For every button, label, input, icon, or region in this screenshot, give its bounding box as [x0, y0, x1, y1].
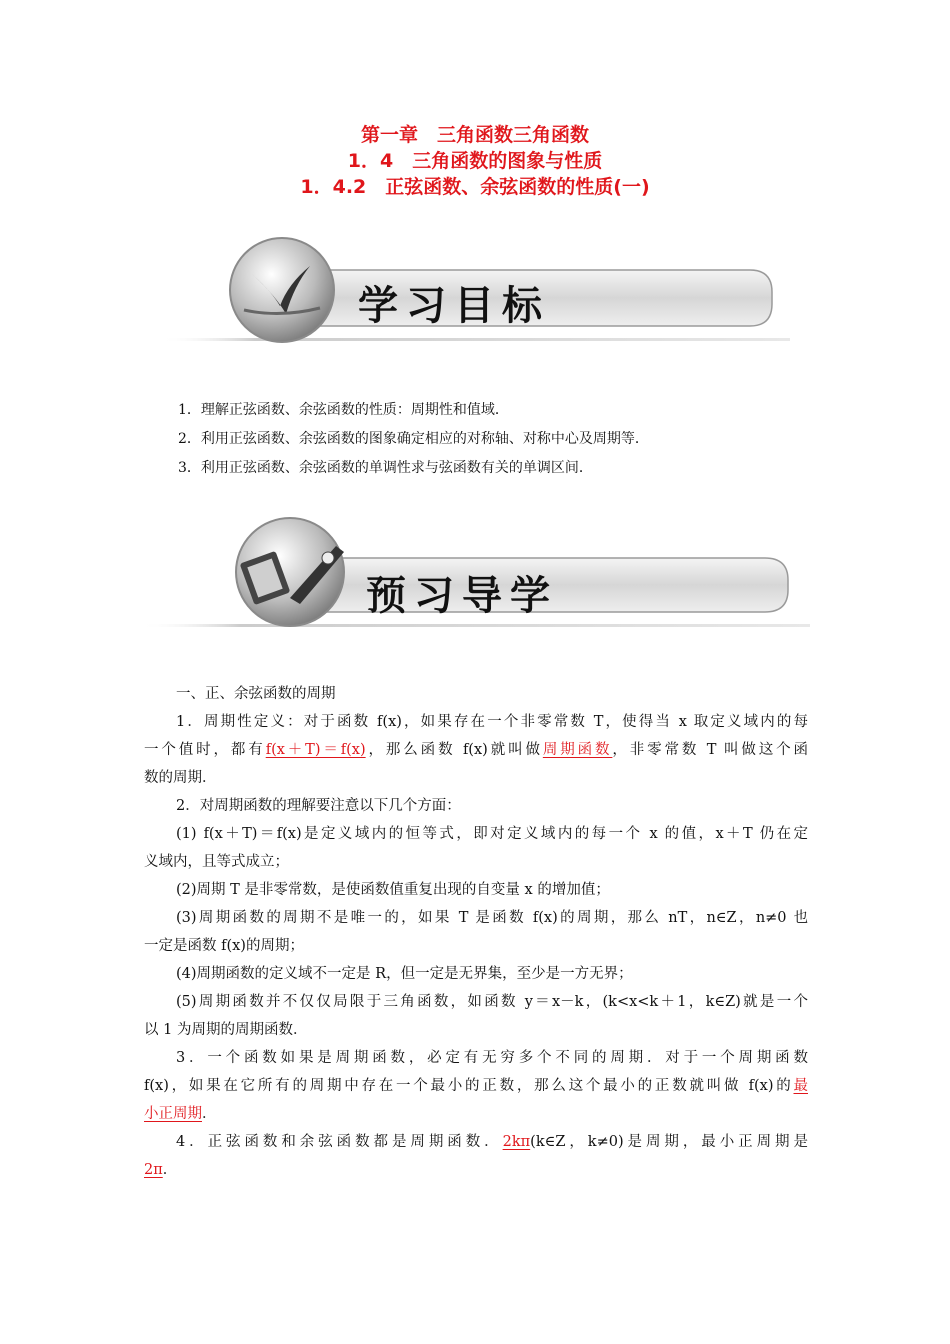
answer-blank: 周期函数: [542, 742, 613, 758]
objectives-list: [178, 396, 649, 483]
paragraph-line: [144, 1100, 217, 1128]
answer-blank: 最: [793, 1078, 808, 1094]
section-heading: 一、正、余弦函数的周期: [176, 686, 336, 702]
paragraph-line: 义域内，且等式成立；: [144, 854, 289, 870]
learning-objectives-banner: [160, 222, 790, 346]
text-span: ，那么函数 f(x)就叫做: [365, 742, 543, 758]
answer-blank: 2π: [144, 1162, 163, 1178]
paragraph-line: 数的周期．: [144, 770, 217, 786]
subsection-title: 1．4.2 正弦函数、余弦函数的性质(一): [300, 176, 650, 198]
paragraph-line: [144, 1072, 808, 1100]
answer-blank: f(x＋T)＝f(x): [265, 742, 366, 758]
answer-blank: 2kπ: [502, 1134, 531, 1150]
objective-item: 3．利用正弦函数、余弦函数的单调性求与弦函数有关的单调区间．: [178, 460, 593, 476]
banner-label: 学习目标: [358, 282, 550, 329]
text-span: ．: [162, 1162, 178, 1178]
paragraph-line: [176, 1128, 808, 1156]
text-span: ．: [202, 1106, 217, 1122]
section-title: 1．4 三角函数的图象与性质: [347, 150, 603, 172]
text-span: 4．正弦函数和余弦函数都是周期函数．: [176, 1134, 503, 1150]
paragraph-line: 3．一个函数如果是周期函数，必定有无穷多个不同的周期．对于一个周期函数: [176, 1050, 808, 1066]
text-span: f(x)，如果在它所有的周期中存在一个最小的正数，那么这个最小的正数就叫做 f(x)的: [144, 1078, 794, 1094]
answer-blank: 小正周期: [144, 1106, 202, 1122]
paragraph-line: (4)周期函数的定义域不一定是 R，但一定是无界集，至少是一方无界；: [176, 966, 633, 982]
paragraph-line: 以 1 为周期的周期函数．: [144, 1022, 308, 1038]
text-span: 一个值时，都有: [144, 742, 266, 758]
paragraph-line: [144, 1156, 177, 1184]
paragraph-line: 一定是函数 f(x)的周期；: [144, 938, 304, 954]
paragraph-line: (1) f(x＋T)＝f(x)是定义域内的恒等式，即对定义域内的每一个 x 的值，x＋T 仍在定: [176, 826, 808, 842]
objective-item: 1．理解正弦函数、余弦函数的性质：周期性和值域．: [178, 402, 509, 418]
paragraph-line: 2．对周期函数的理解要注意以下几个方面：: [176, 798, 461, 814]
paragraph-line: (2)周期 T 是非零常数，是使函数值重复出现的自变量 x 的增加值；: [176, 882, 610, 898]
paragraph-line: [144, 736, 808, 764]
banner-label: 预习导学: [366, 572, 558, 619]
paragraph-line: 1．周期性定义：对于函数 f(x)，如果存在一个非零常数 T，使得当 x 取定义域内的每: [176, 714, 808, 730]
objective-item: 2．利用正弦函数、余弦函数的图象确定相应的对称轴、对称中心及周期等．: [178, 431, 649, 447]
text-span: (k∈Z，k≠0)是周期，最小正周期是: [530, 1134, 808, 1150]
paragraph-line: (3)周期函数的周期不是唯一的，如果 T 是函数 f(x)的周期，那么 nT，n∈Z，n≠0 也: [176, 910, 808, 926]
title-block: [0, 122, 950, 200]
preview-study-banner: [140, 506, 810, 634]
paragraph-line: (5)周期函数并不仅仅局限于三角函数，如函数 y＝x－k，(k<x<k＋1，k∈Z)就是一个: [176, 994, 808, 1010]
text-span: ，非零常数 T 叫做这个函: [612, 742, 809, 758]
chapter-title: 第一章 三角函数三角函数: [360, 124, 589, 146]
